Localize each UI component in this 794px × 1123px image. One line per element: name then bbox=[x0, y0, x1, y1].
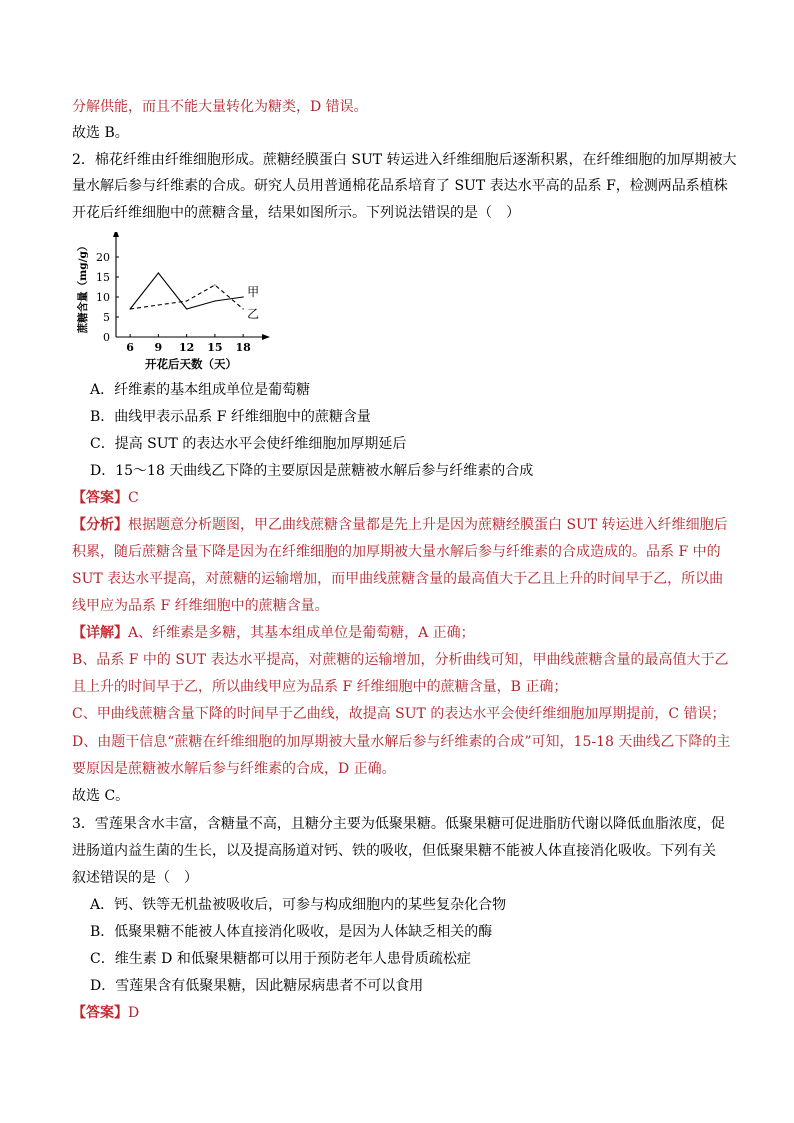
answer-tag: 【答案】 bbox=[72, 1005, 128, 1021]
y-tick-label: 0 bbox=[103, 331, 110, 344]
data-point bbox=[130, 308, 131, 309]
data-point bbox=[186, 300, 187, 301]
detail-text: 要原因是蔗糖被水解后参与纤维素的合成，D 正确。 bbox=[72, 761, 396, 777]
question-3-stem: 3．雪莲果含水丰富，含糖量不高，且糖分主要为低聚果糖。低聚果糖可促进脂肪代谢以降低血脂浓度，促 bbox=[72, 816, 725, 832]
answer-line bbox=[72, 1004, 139, 1022]
question-2-stem: 量水解后参与纤维素的合成。研究人员用普通棉花品系培育了 SUT 表达水平高的品系 F，检测两品系植株 bbox=[72, 178, 728, 194]
data-point bbox=[214, 300, 215, 301]
x-axis-arrow bbox=[262, 334, 270, 340]
detail-text: 且上升的时间早于乙，所以曲线甲应为品系 F 纤维细胞中的蔗糖含量，B 正确； bbox=[72, 679, 568, 695]
analysis-text: 根据题意分析题图，甲乙曲线蔗糖含量都是先上升是因为蔗糖经膜蛋白 SUT 转运进入纤维细胞后 bbox=[128, 517, 728, 533]
analysis-line bbox=[72, 516, 728, 534]
question-2-stem: 开花后纤维细胞中的蔗糖含量，结果如图所示。下列说法错误的是（ ） bbox=[72, 205, 520, 221]
y-tick-label: 10 bbox=[96, 291, 110, 304]
question-3-stem: 进肠道内益生菌的生长，以及提高肠道对钙、铁的吸收，但低聚果糖不能被人体直接消化吸收。下列有关 bbox=[72, 843, 716, 859]
option-b: B．曲线甲表示品系 F 纤维细胞中的蔗糖含量 bbox=[90, 409, 371, 425]
detail-text: D、由题干信息“蔗糖在纤维细胞的加厚期被大量水解后参与纤维素的合成”可知，15-18 天曲线乙下降的主 bbox=[72, 734, 731, 750]
detail-text: C、甲曲线蔗糖含量下降的时间早于乙曲线，故提高 SUT 的表达水平会使纤维细胞加厚期提前，C 错误； bbox=[72, 706, 726, 722]
x-axis-title: 开花后天数（天） bbox=[145, 357, 237, 371]
detail-tag: 【详解】 bbox=[72, 625, 128, 641]
answer-selection: 故选 B。 bbox=[72, 125, 129, 141]
option-c: C．提高 SUT 的表达水平会使纤维细胞加厚期延后 bbox=[90, 436, 407, 452]
y-axis-arrow bbox=[113, 232, 119, 237]
y-axis-title: 蔗糖含量（mg/g） bbox=[77, 240, 89, 334]
x-tick-label: 15 bbox=[207, 341, 223, 354]
series-label-jia: 甲 bbox=[247, 285, 260, 299]
option-d: D．雪莲果含有低聚果糖，因此糖尿病患者不可以食用 bbox=[90, 978, 424, 994]
series-line-jia bbox=[130, 273, 243, 309]
analysis-text: 积累，随后蔗糖含量下降是因为在纤维细胞的加厚期被大量水解后参与纤维素的合成造成的。品系 F 中的 bbox=[72, 544, 721, 560]
data-point bbox=[186, 308, 187, 309]
detail-line bbox=[72, 624, 475, 642]
x-tick-label: 9 bbox=[154, 341, 163, 354]
data-point bbox=[158, 304, 159, 305]
x-tick-label: 18 bbox=[235, 341, 251, 354]
y-tick-label: 5 bbox=[103, 311, 110, 324]
answer-line bbox=[72, 489, 139, 507]
series-line-yi bbox=[130, 285, 243, 309]
detail-text: B、品系 F 中的 SUT 表达水平提高，对蔗糖的运输增加，分析曲线可知，甲曲线蔗糖含量的最高值大于乙 bbox=[72, 652, 729, 668]
detail-text: A、纤维素是多糖，其基本组成单位是葡萄糖，A 正确； bbox=[128, 625, 475, 641]
answer-tag: 【答案】 bbox=[72, 490, 128, 506]
data-point bbox=[214, 284, 215, 285]
option-a: A．钙、铁等无机盐被吸收后，可参与构成细胞内的某些复杂化合物 bbox=[90, 897, 507, 913]
option-b: B．低聚果糖不能被人体直接消化吸收，是因为人体缺乏相关的酶 bbox=[90, 924, 493, 940]
sucrose-content-line-chart bbox=[72, 232, 272, 372]
x-tick-label: 6 bbox=[126, 341, 134, 354]
question-2-stem: 2．棉花纤维由纤维细胞形成。蔗糖经膜蛋白 SUT 转运进入纤维细胞后逐渐积累，在纤维细胞的加厚期被大 bbox=[72, 152, 737, 168]
option-a: A．纤维素的基本组成单位是葡萄糖 bbox=[90, 382, 311, 398]
series-label-yi: 乙 bbox=[247, 307, 260, 321]
data-point bbox=[158, 272, 159, 273]
answer-value: C bbox=[128, 490, 139, 506]
option-d: D．15～18 天曲线乙下降的主要原因是蔗糖被水解后参与纤维素的合成 bbox=[90, 463, 534, 479]
data-point bbox=[243, 308, 244, 309]
answer-selection: 故选 C。 bbox=[72, 788, 130, 804]
y-tick-label: 15 bbox=[96, 271, 110, 284]
y-tick-label: 20 bbox=[96, 251, 110, 264]
text-line: 分解供能，而且不能大量转化为糖类，D 错误。 bbox=[72, 99, 368, 115]
x-tick-label: 12 bbox=[178, 341, 195, 354]
analysis-text: SUT 表达水平提高，对蔗糖的运输增加，而甲曲线蔗糖含量的最高值大于乙且上升的时间早于乙，所以曲 bbox=[72, 571, 724, 587]
question-3-stem: 叙述错误的是（ ） bbox=[72, 870, 198, 886]
analysis-text: 线甲应为品系 F 纤维细胞中的蔗糖含量。 bbox=[72, 598, 329, 614]
data-point bbox=[243, 296, 244, 297]
answer-value: D bbox=[128, 1005, 140, 1021]
option-c: C．维生素 D 和低聚果糖都可以用于预防老年人患骨质疏松症 bbox=[90, 951, 471, 967]
analysis-tag: 【分析】 bbox=[72, 517, 128, 533]
